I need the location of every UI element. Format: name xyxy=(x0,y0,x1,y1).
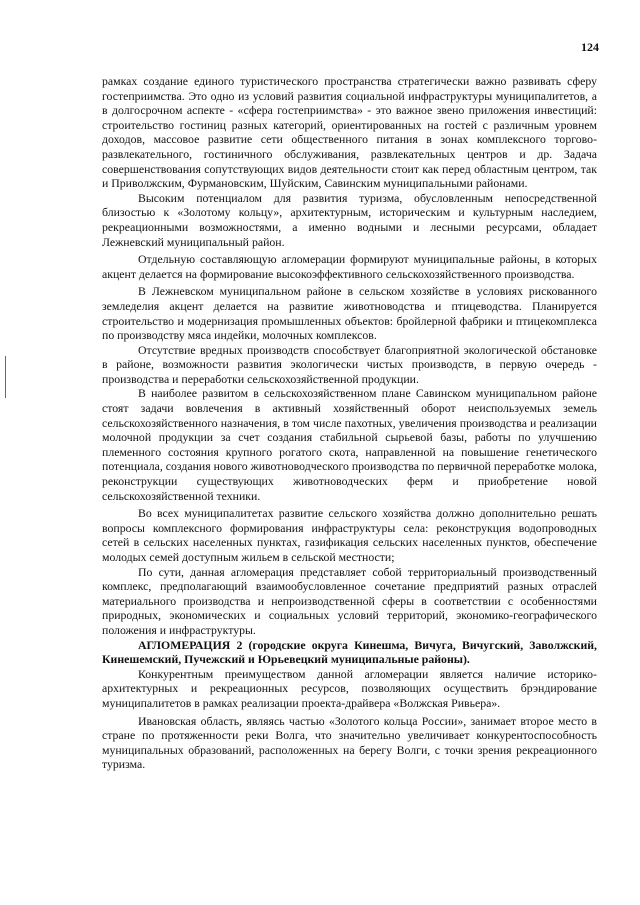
paragraph-rural-infrastructure: Во всех муниципалитетах развитие сельского хозяйства должно дополнительно решать вопросы комплексного формирования инфраструктуры села: реконструкция водопроводных сетей в сельских населенных пунктах, газификация сельских населенных пунктов, обеспечение молодых семей доступным жильем в сельской местности; xyxy=(102,506,597,564)
paragraph-agriculture-districts: Отдельную составляющую агломерации формируют муниципальные районы, в которых акцент делается на формирование высокоэффективного сельскохозяйственного производства. xyxy=(102,252,597,281)
paragraph-volga-tourism: Ивановская область, являясь частью «Золотого кольца России», занимает второе место в стране по протяженности реки Волга, что значительно увеличивает конкурентоспособность муниципальных образований, расположенных на берегу Волги, с точки зрения рекреационного туризма. xyxy=(102,713,597,772)
paragraph-savinsky-agriculture: В наиболее развитом в сельскохозяйственном плане Савинском муниципальном районе стоят задачи вовлечения в активный хозяйственный оборот неиспользуемых земель сельскохозяйственного назначения, в том числе пахотных, увеличения производства и реализации молочной продукции за счет создания стабильной сырьевой базы, работы по улучшению племенного состояния крупного рогатого скота, направленной на повышение генетического потенциала, создания нового животноводческого производства по первичной переработке молока, реконструкции существующих животноводческих ферм и приобретение новой сельскохозяйственной техники. xyxy=(102,386,597,503)
section-heading-agglomeration-2: АГЛОМЕРАЦИЯ 2 (городские округа Кинешма, Вичуга, Вичугский, Заволжский, Кинешемский, Пучежский и Юрьевецкий муниципальные районы). xyxy=(102,637,597,667)
paragraph-competitive-advantage: Конкурентным преимуществом данной агломерации является наличие историко-архитектурных и рекреационных ресурсов, позволяющих осуществить брэндирование муниципалитетов в рамках реализации проекта-драйвера «Волжская Ривьера». xyxy=(102,666,597,710)
paragraph-ecology: Отсутствие вредных производств способствует благоприятной экологической обстановке в районе, возможности развития экологически чистых производств, в первую очередь - производства и переработки сельскохозяйственной продукции. xyxy=(102,342,597,386)
page-number: 124 xyxy=(581,40,599,54)
paragraph-tourism-hospitality: рамках создание единого туристического пространства стратегически важно развивать сферу гостеприимства. Это одно из условий развития социальной инфраструктуры муниципалитетов, а в долгосрочном аспекте - «сфера гостеприимства» - это важное звено приложения инвестиций: строительство гостиниц разных категорий, ориентированных на гостей с различным уровнем доходов, массовое развитие сети общественного питания в зонах комплексного торгово-развлекательного, гостиничного обслуживания, развлекательных центров и др. Задача совершенствования сопутствующих видов деятельности стоит как перед областным центром, так и Приволжским, Фурмановским, Шуйским, Савинским муниципальными районами. xyxy=(102,74,597,191)
paragraph-lezhnevsky-tourism: Высоким потенциалом для развития туризма, обусловленным непосредственной близостью к «Золотому кольцу», архитектурным, историческим и культурным наследием, рекреационными возможностями, а именно водными и лесными ресурсами, обладает Лежневский муниципальный район. xyxy=(102,190,597,249)
scan-margin-mark xyxy=(5,356,6,398)
paragraph-lezhnevsky-agriculture: В Лежневском муниципальном районе в сельском хозяйстве в условиях рискованного земледелия акцент делается на развитие животноводства и птицеводства. Планируется строительство и модернизация промышленных объектов: бройлерной фабрики и птицекомплекса по производству мяса индейки, молочных комплексов. xyxy=(102,284,597,343)
paragraph-production-complex: По сути, данная агломерация представляет собой территориальный производственный комплекс, предполагающий взаимообусловленное сочетание предприятий разных отраслей материального производства и непроизводственной сферы в соответствии с особенностями природных, экономических и социальных условий территорий, экономико-географического положения и инфраструктуры. xyxy=(102,564,597,637)
body-text xyxy=(102,74,597,772)
